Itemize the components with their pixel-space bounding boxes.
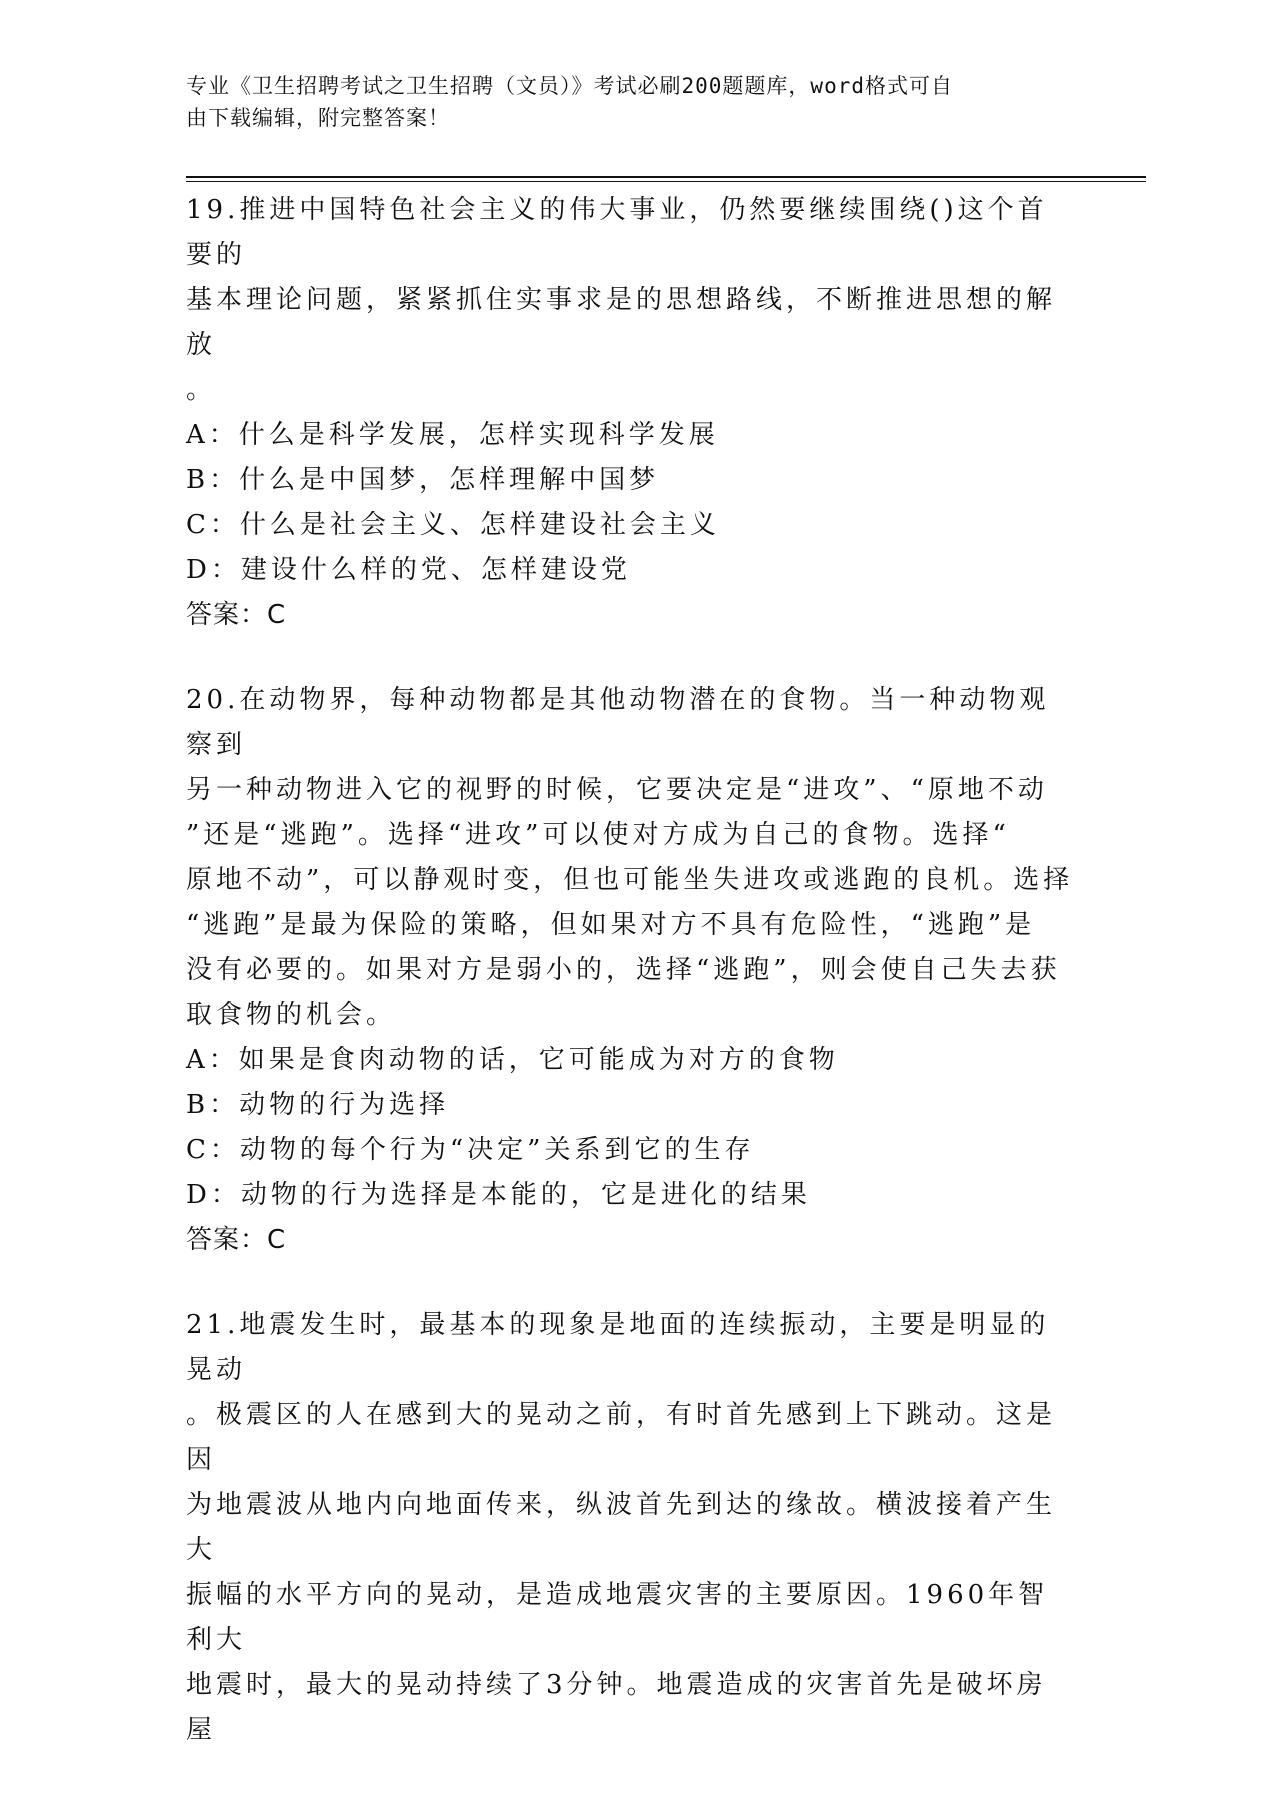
- question-stem-line: 。极震区的人在感到大的晃动之前，有时首先感到上下跳动。这是因: [186, 1400, 1057, 1475]
- document-header: [186, 70, 1066, 134]
- option-c: C：动物的每个行为“决定”关系到它的生存: [186, 1135, 755, 1165]
- option-a: A：什么是科学发展，怎样实现科学发展: [186, 420, 719, 450]
- question-19: [186, 188, 1076, 638]
- question-stem-line: “逃跑”是最为保险的策略，但如果对方不具有危险性，“逃跑”是: [186, 910, 1036, 940]
- question-stem-line: 地震时，最大的晃动持续了3分钟。地震造成的灾害首先是破坏房屋: [186, 1670, 1047, 1745]
- answer: 答案：C: [186, 600, 287, 630]
- option-d: D：建设什么样的党、怎样建设党: [186, 555, 631, 585]
- header-rule-thick: [186, 176, 1146, 178]
- option-a: A：如果是食肉动物的话，它可能成为对方的食物: [186, 1045, 839, 1075]
- question-stem-line: 19.推进中国特色社会主义的伟大事业，仍然要继续围绕()这个首要的: [186, 195, 1048, 270]
- option-b: B：什么是中国梦，怎样理解中国梦: [186, 465, 660, 495]
- question-stem-line: 另一种动物进入它的视野的时候，它要决定是“进攻”、“原地不动: [186, 775, 1048, 805]
- question-stem-line: ”还是“逃跑”。选择“进攻”可以使对方成为自己的食物。选择“: [186, 820, 1010, 850]
- question-stem-line: 为地震波从地内向地面传来，纵波首先到达的缘故。横波接着产生大: [186, 1490, 1057, 1565]
- question-stem-line: 振幅的水平方向的晃动，是造成地震灾害的主要原因。1960年智利大: [186, 1580, 1049, 1655]
- question-stem-line: 取食物的机会。: [186, 1000, 397, 1030]
- header-line-2: 由下载编辑，附完整答案！: [186, 106, 450, 130]
- question-21: [186, 1303, 1076, 1753]
- header-rule-thin: [186, 181, 1146, 182]
- question-stem-line: 20.在动物界，每种动物都是其他动物潜在的食物。当一种动物观察到: [186, 685, 1050, 760]
- question-stem-line: 没有必要的。如果对方是弱小的，选择“逃跑”，则会使自己失去获: [186, 955, 1061, 985]
- option-b: B：动物的行为选择: [186, 1090, 450, 1120]
- question-stem-line: 21.地震发生时，最基本的现象是地面的连续振动，主要是明显的晃动: [186, 1310, 1050, 1385]
- option-c: C：什么是社会主义、怎样建设社会主义: [186, 510, 720, 540]
- questions-list: [186, 188, 1076, 1793]
- question-stem-line: 基本理论问题，紧紧抓住实事求是的思想路线，不断推进思想的解放: [186, 285, 1057, 360]
- question-stem-line: 原地不动”，可以静观时变，但也可能坐失进攻或逃跑的良机。选择: [186, 865, 1074, 895]
- option-d: D：动物的行为选择是本能的，它是进化的结果: [186, 1180, 811, 1210]
- question-20: [186, 678, 1076, 1263]
- question-stem-line: 。: [186, 375, 217, 405]
- header-line-1: 专业《卫生招聘考试之卫生招聘（文员）》考试必刷200题题库，word格式可自: [186, 74, 953, 98]
- answer: 答案：C: [186, 1225, 287, 1255]
